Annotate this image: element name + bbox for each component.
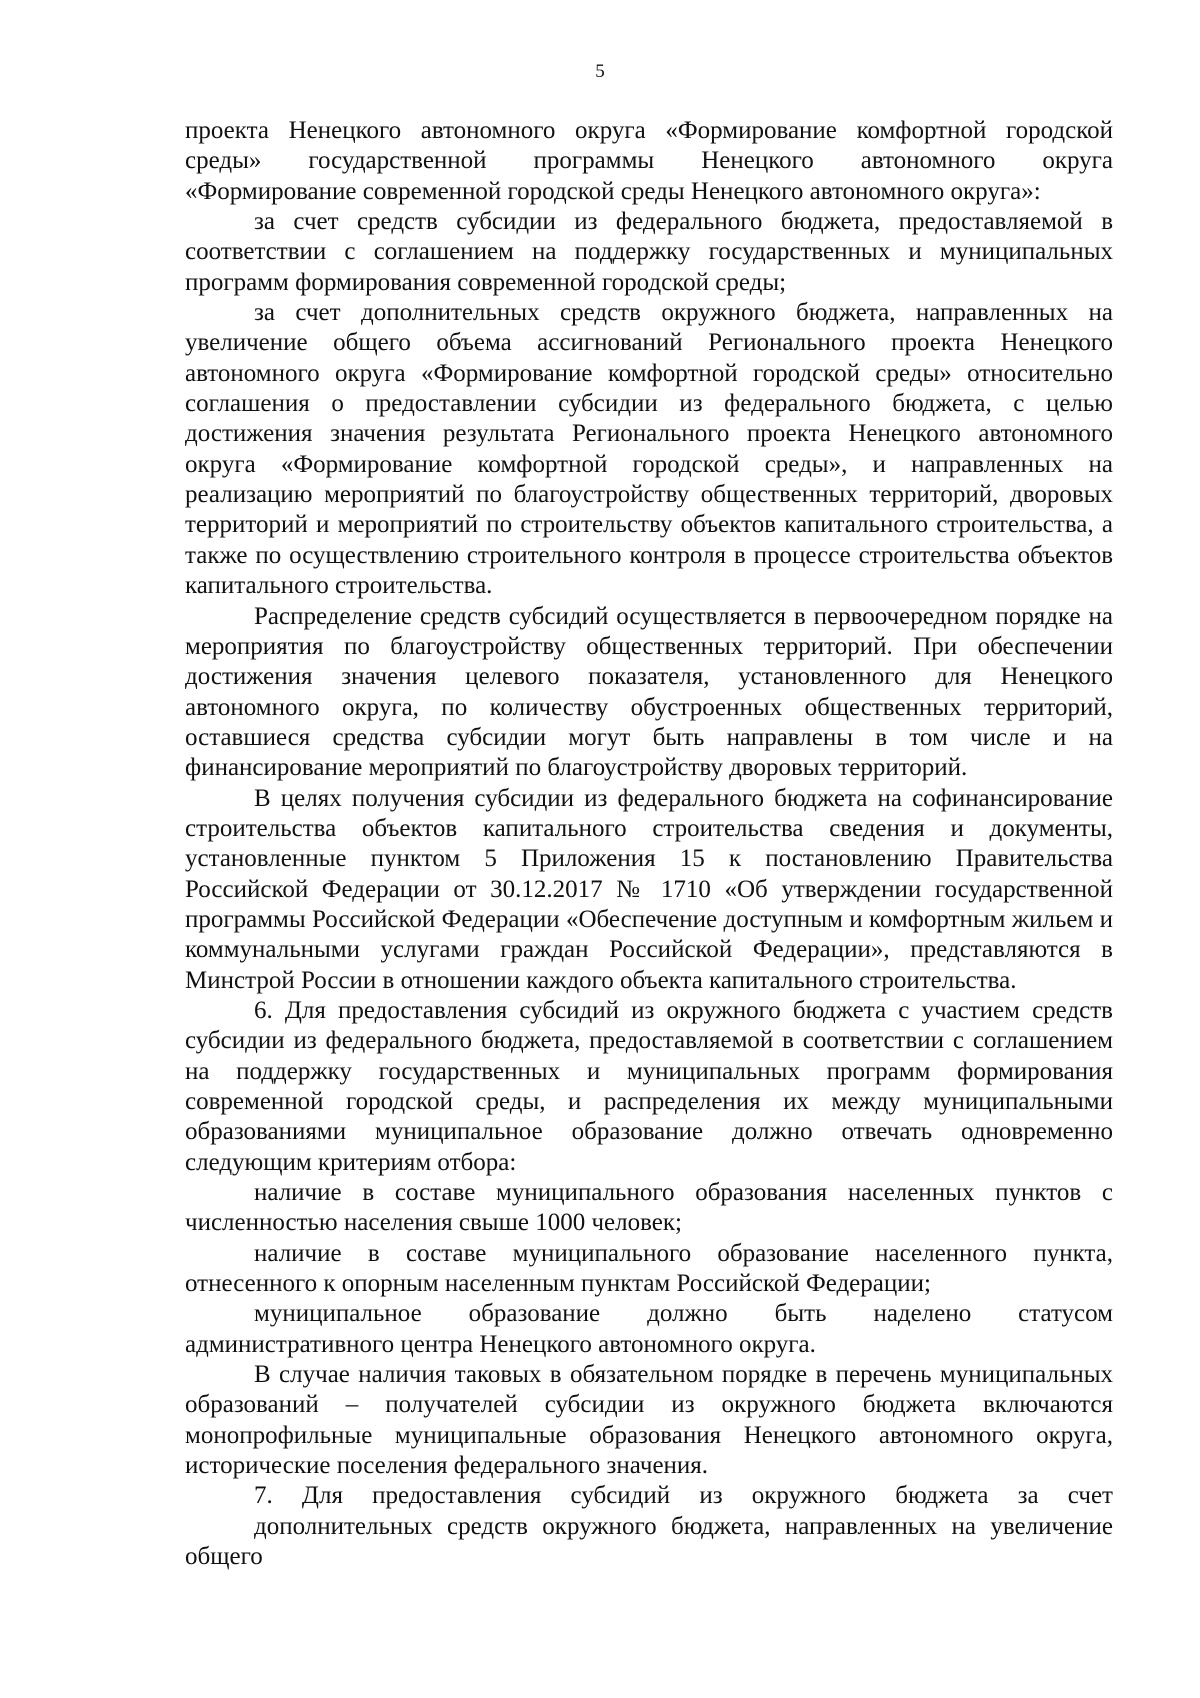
text-line: дополнительных средств окружного бюджета, направленных на увеличение общего	[185, 1512, 1113, 1571]
paragraph-additional-funds: за счет дополнительных средств окружного бюджета, направленных на увеличение общего объема ассигнований Регионального проекта Ненецкого автономного округа «Формирование комфортной городской среды» относительно соглашения о предоставлении субсидии из федерального бюджета, с целью достижения значения результата Регионального проекта Ненецкого автономного округа «Формирование комфортной городской среды», и направленных на реализацию мероприятий по благоустройству общественных территорий, дворовых территорий и мероприятий по строительству объектов капитального строительства, а также по осуществлению строительного контроля в процессе строительства объектов капитального строительства.	[185, 299, 1113, 600]
text-line: 7. Для предоставления субсидий из окружного бюджета за счет	[254, 1482, 1113, 1510]
text-line: среды» государственной программы Ненецкого автономного округа	[185, 147, 1113, 175]
paragraph-monoprofile: В случае наличия таковых в обязательном порядке в перечень муниципальных образований – получателей субсидии из окружного бюджета включаются монопрофильные муниципальные образования Ненецкого автономного округа, исторические поселения федерального значения.	[185, 1361, 1113, 1480]
text-line: проекта Ненецкого автономного округа «Формирование комфортной городской	[185, 117, 1113, 144]
criterion-admin-center: муниципальное образование должно быть наделено статусом административного центра Ненецкого автономного округа.	[185, 1300, 1113, 1358]
criterion-support-settlement: наличие в составе муниципального образование населенного пункта, отнесенного к опорным населенным пунктам Российской Федерации;	[185, 1239, 1113, 1298]
paragraph-distribution: Распределение средств субсидий осуществляется в первоочередном порядке на мероприятия по благоустройству общественных территорий. При обеспечении достижения значения целевого показателя, установленного для Ненецкого автономного округа, по количеству обустроенных общественных территорий, оставшиеся средства субсидии могут быть направлены в том числе и на финансирование мероприятий по благоустройству дворовых территорий.	[185, 602, 1113, 782]
paragraph-federal-subsidy: за счет средств субсидии из федерального бюджета, предоставляемой в соответствии с соглашением на поддержку государственных и муниципальных программ формирования современной городской среды;	[185, 208, 1113, 296]
paragraph-item-7	[185, 1481, 1113, 1572]
criterion-population: наличие в составе муниципального образования населенных пунктов с численностью населения свыше 1000 человек;	[185, 1179, 1113, 1237]
paragraph-cofinancing: В целях получения субсидии из федерального бюджета на софинансирование строительства объектов капитального строительства сведения и документы, установленные пунктом 5 Приложения 15 к постановлению Правительства Российской Федерации от 30.12.2017 № 1710 «Об утверждении государственной программы Российской Федерации «Обеспечение доступным и комфортным жильем и коммунальными услугами граждан Российской Федерации», представляются в Минстрой России в отношении каждого объекта капитального строительства.	[185, 784, 1113, 994]
paragraph-item-6: 6. Для предоставления субсидий из окружного бюджета с участием средств субсидии из федерального бюджета, предоставляемой в соответствии с соглашением на поддержку государственных и муниципальных программ формирования современной городской среды, и распределения их между муниципальными образованиями муниципальное образование должно отвечать одновременно следующим критериям отбора:	[185, 996, 1113, 1176]
paragraph-1-continuation	[185, 116, 1113, 207]
document-body	[185, 116, 1113, 1573]
text-line: «Формирование современной городской среды Ненецкого автономного округа»:	[185, 177, 1041, 205]
page-number: 5	[595, 61, 605, 82]
